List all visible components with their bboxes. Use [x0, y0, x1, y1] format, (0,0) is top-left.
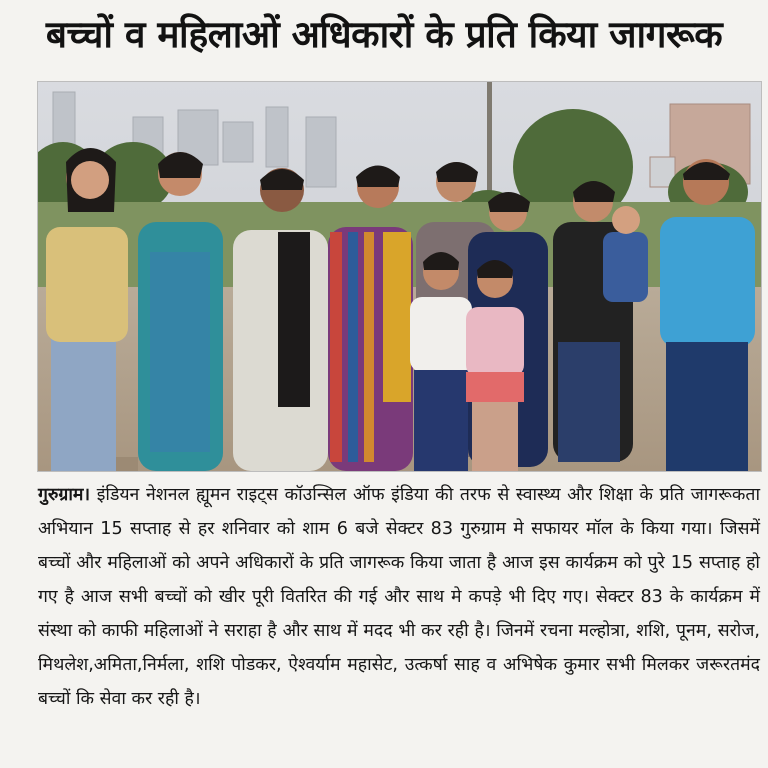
dateline: गुरुग्राम। [38, 485, 91, 505]
group-photo-image [38, 82, 761, 471]
article-text: इंडियन नेशनल ह्यूमन राइट्स कॉउन्सिल ऑफ इंडिया की तरफ से स्वास्थ्य और शिक्षा के प्रति जागरूकता अभियान 15 सप्ताह से हर शनिवार को शाम 6 बजे सेक्टर 83 गुरुग्राम मे सफायर मॉल के किया गया। जिसमें बच्चों और महिलाओं को अपने अधिकारों के प्रति जागरूक किया जाता है आज इस कार्यक्रम को पुरे 15 सप्ताह हो गए है आज सभी बच्चों को खीर पूरी वितरित की गई और साथ मे कपड़े भी दिए गए। सेक्टर 83 के कार्यक्रम में संस्था को काफी महिलाओं ने सराहा है और साथ में मदद भी कर रही है। जिनमें रचना मल्होत्रा, शशि, पूनम, सरोज, मिथलेश,अमिता,निर्मला, शशि पोडकर, ऐश्वर्याम महासेट, उत्कर्षा साह व अभिषेक कुमार सभी मिलकर जरूरतमंद बच्चों कि सेवा कर रही है। [38, 485, 760, 709]
group-photo [37, 81, 762, 472]
article-body [38, 478, 760, 716]
headline: बच्चों व महिलाओं अधिकारों के प्रति किया जागरूक [45, 13, 723, 56]
